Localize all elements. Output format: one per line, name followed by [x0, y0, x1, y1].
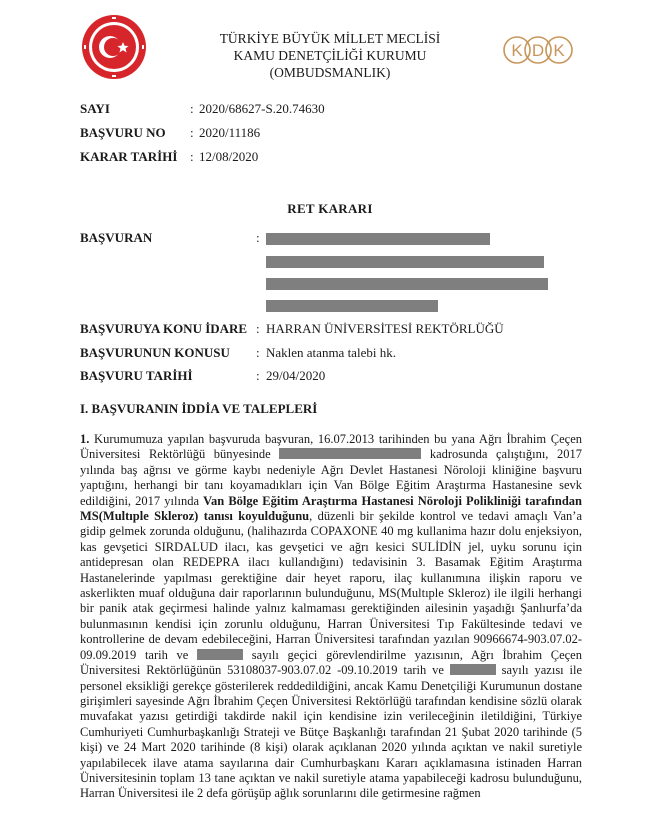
- claims-paragraph: [80, 432, 582, 802]
- karar-tarihi-colon: :: [190, 149, 194, 164]
- institution-header: [180, 30, 480, 81]
- konu-idare-value: HARRAN ÜNİVERSİTESİ REKTÖRLÜĞÜ: [266, 321, 504, 336]
- konusu-value: Naklen atanma talebi hk.: [266, 345, 396, 360]
- redacted-address-line-3: [266, 300, 438, 312]
- section-title: I. BAŞVURANIN İDDİA VE TALEPLERİ: [80, 401, 318, 416]
- header-line-2: KAMU DENETÇİLİĞİ KURUMU: [233, 48, 427, 63]
- paragraph-text-2: kadrosunda çalıştığını, 2017 yılında baş ağrısı ve görme kaybı nedeniyle Ağrı Devlet Hastanesi Nöroloji kliniğine başvuru yaptığını, herhangi bir tanı koyamadıkları için Van Bölge Eğitim Araştırma Hastanesine sevk edildiğini, 2017 yılında: [80, 447, 582, 508]
- sayi-label: SAYI: [80, 101, 110, 116]
- redacted-address-line-2: [266, 278, 548, 290]
- header-line-1: TÜRKİYE BÜYÜK MİLLET MECLİSİ: [219, 31, 441, 46]
- header-line-3: (OMBUDSMANLIK): [269, 65, 391, 80]
- svg-text:K: K: [553, 41, 565, 60]
- decision-title: RET KARARI: [287, 201, 373, 216]
- basvuru-tarihi-colon: :: [256, 368, 260, 383]
- redacted-number-1: [197, 649, 243, 660]
- konusu-label: BAŞVURUNUN KONUSU: [80, 345, 230, 360]
- paragraph-text-4: sayılı geçici görevlendirilme yazısının, Ağrı İbrahim Çeçen Üniversitesi Rektörlüğünün 53108037-903.07.02 -09.10.2019 tarih ve: [80, 647, 582, 678]
- paragraph-text-5: sayılı yazısı ile personel eksikliği gerekçe gösterilerek reddedildiğini, ancak Kamu Denetçiliği Kurumunun dostane girişimleri sayesinde Ağrı İbrahim Çeçen Üniversitesi Rektörlüğü tarafından kendisine sözlü olarak muvafakat yazısı getirdiği takdirde nakil için kendisine izin verileceğinin iletildiğini, Türkiye Cumhuriyeti Cumhurbaşkanlığı Strateji ve Bütçe Başkanlığı tarafından 21 Şubat 2020 tarihinde (5 kişi) ve 24 Mart 2020 tarihinde (8 kişi) olarak açıklanan 2020 yılında açıktan ve nakil suretiyle yapılabilecek ilave atama sayılarına dair Cumhurbaşkanı Kararı açıklamasına istinaden Harran Üniversitesinin toplam 13 tane açıktan ve nakil suretiyle atama yapabileceği kadrosu bulunduğunu, Harran Üniversitesi ile 2 defa görüşüp ağlık sorunlarını dile getirmesine rağmen: [80, 663, 582, 801]
- basvuran-label: BAŞVURAN: [80, 230, 153, 245]
- sayi-colon: :: [190, 101, 194, 116]
- basvuran-colon: :: [256, 230, 260, 245]
- karar-tarihi-value: 12/08/2020: [199, 149, 259, 164]
- redacted-title: [279, 448, 421, 459]
- basvuru-tarihi-value: 29/04/2020: [266, 368, 326, 383]
- paragraph-text-1: Kurumumuza yapılan başvuruda başvuran, 16.07.2013 tarihinden bu yana Ağrı İbrahim Çeçen Üniversitesi Rektörlüğü bünyesinde: [80, 432, 582, 462]
- svg-text:K: K: [511, 41, 523, 60]
- redacted-number-2: [450, 664, 496, 675]
- konu-idare-label: BAŞVURUYA KONU İDARE: [80, 321, 248, 336]
- basvuru-no-colon: :: [190, 125, 194, 140]
- redacted-address-line-1: [266, 256, 544, 268]
- paragraph-text-3: , düzenli bir şekilde kontrol ve tedavi amaçlı Van’a gidip gelmek zorunda olduğunu, (halihazırda COPAXONE 40 mg kullanima hazır dolu enjeksiyon, kas gevşetici SIRDALUD ilacı, kas gevşetici ve ağrı kesici SULİDİN jel, uyku sorunu için antidepresan olan REDEPRA ilacı kullandığını) tedavisinin 3. Basamak Eğitim Araştırma Hastanelerinde yapılması gerektiğine dair heyet raporu, ilaç kullanımına ilişkin raporu ve askerlikten muaf olduğuna dair raporlarının bulunduğunu, MS(Multıple Skleroz) ile ilgili herhangi bir panik atak geçirmesi halinde yalnız kalmaması gerektiğinden ailesinin yaşadığı Şanlıurfa’da bulunmasının kendisi için zorunlu olduğunu, Harran Üniversitesi Tıp Fakültesinde tedavi ve kontrollerine de devam edebileceğini, Harran Üniversitesi tarafından yazılan 90966674-903.07.02-09.09.2019 tarih ve: [80, 509, 582, 662]
- basvuru-no-label: BAŞVURU NO: [80, 125, 166, 140]
- konusu-colon: :: [256, 345, 260, 360]
- sayi-value: 2020/68627-S.20.74630: [199, 101, 325, 116]
- redacted-name: [266, 233, 490, 245]
- basvuru-tarihi-label: BAŞVURU TARİHİ: [80, 368, 193, 383]
- paragraph-number: 1.: [80, 432, 90, 446]
- karar-tarihi-label: KARAR TARİHİ: [80, 149, 178, 164]
- paragraph-bold-diagnosis: Van Bölge Eğitim Araştırma Hastanesi Nöroloji Polikliniği tarafından MS(Multıple Skleroz) tanısı koyulduğunu: [80, 493, 582, 524]
- svg-text:D: D: [531, 41, 545, 60]
- konu-idare-colon: :: [256, 321, 260, 336]
- kdk-logo: [503, 22, 573, 82]
- basvuru-no-value: 2020/11186: [199, 125, 261, 140]
- tbmm-seal-logo: [81, 14, 147, 80]
